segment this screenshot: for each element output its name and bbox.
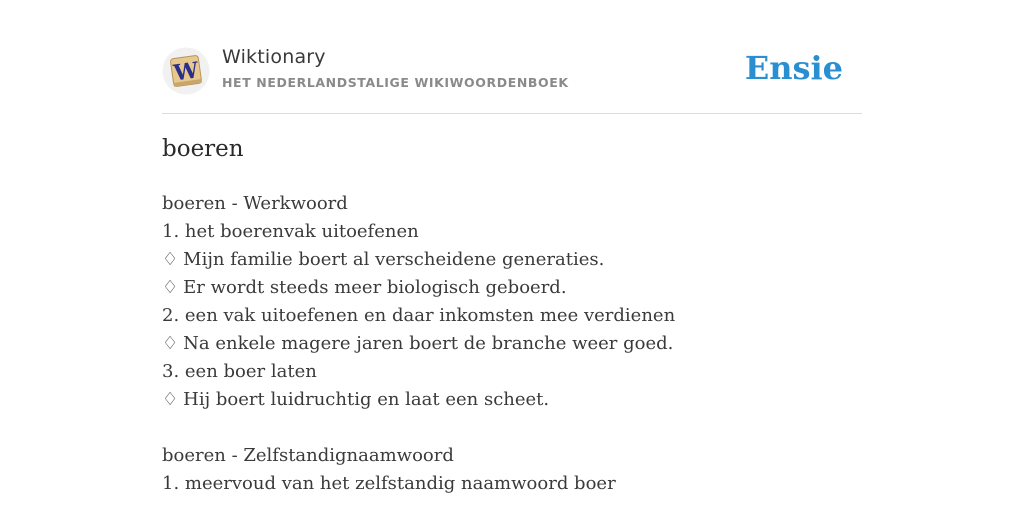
svg-text:W: W: [172, 57, 201, 87]
sense-line: 2. een vak uitoefenen en daar inkomsten mee verdienen: [162, 305, 676, 326]
example-line: [162, 274, 862, 302]
example-marker-icon: ♢: [162, 333, 179, 354]
site-header: [162, 44, 862, 114]
sense-line: 3. een boer laten: [162, 361, 317, 382]
example-text: Na enkele magere jaren boert de branche weer goed.: [183, 333, 674, 354]
example-line: [162, 246, 862, 274]
example-marker-icon: ♢: [162, 277, 179, 298]
sense-line: 1. meervoud van het zelfstandig naamwoord boer: [162, 473, 616, 494]
example-text: Mijn familie boert al verscheidene generaties.: [183, 249, 605, 270]
example-text: Hij boert luidruchtig en laat een scheet.: [183, 389, 550, 410]
section-spacer: [162, 414, 862, 442]
example-text: Er wordt steeds meer biologisch geboerd.: [183, 277, 567, 298]
sense-line: 1. het boerenvak uitoefenen: [162, 221, 419, 242]
example-marker-icon: ♢: [162, 249, 179, 270]
entry-content: [162, 190, 862, 498]
example-line: [162, 330, 862, 358]
site-tagline: HET NEDERLANDSTALIGE WIKIWOORDENBOEK: [222, 75, 569, 90]
wiktionary-logo-icon[interactable]: [162, 47, 210, 95]
example-marker-icon: ♢: [162, 389, 179, 410]
entry-title: boeren: [162, 136, 244, 162]
section-heading: boeren - Werkwoord: [162, 193, 348, 214]
site-name[interactable]: Wiktionary: [222, 46, 326, 68]
example-line: [162, 386, 862, 414]
section-heading: boeren - Zelfstandignaamwoord: [162, 445, 454, 466]
ensie-brand-link[interactable]: Ensie: [744, 49, 843, 87]
